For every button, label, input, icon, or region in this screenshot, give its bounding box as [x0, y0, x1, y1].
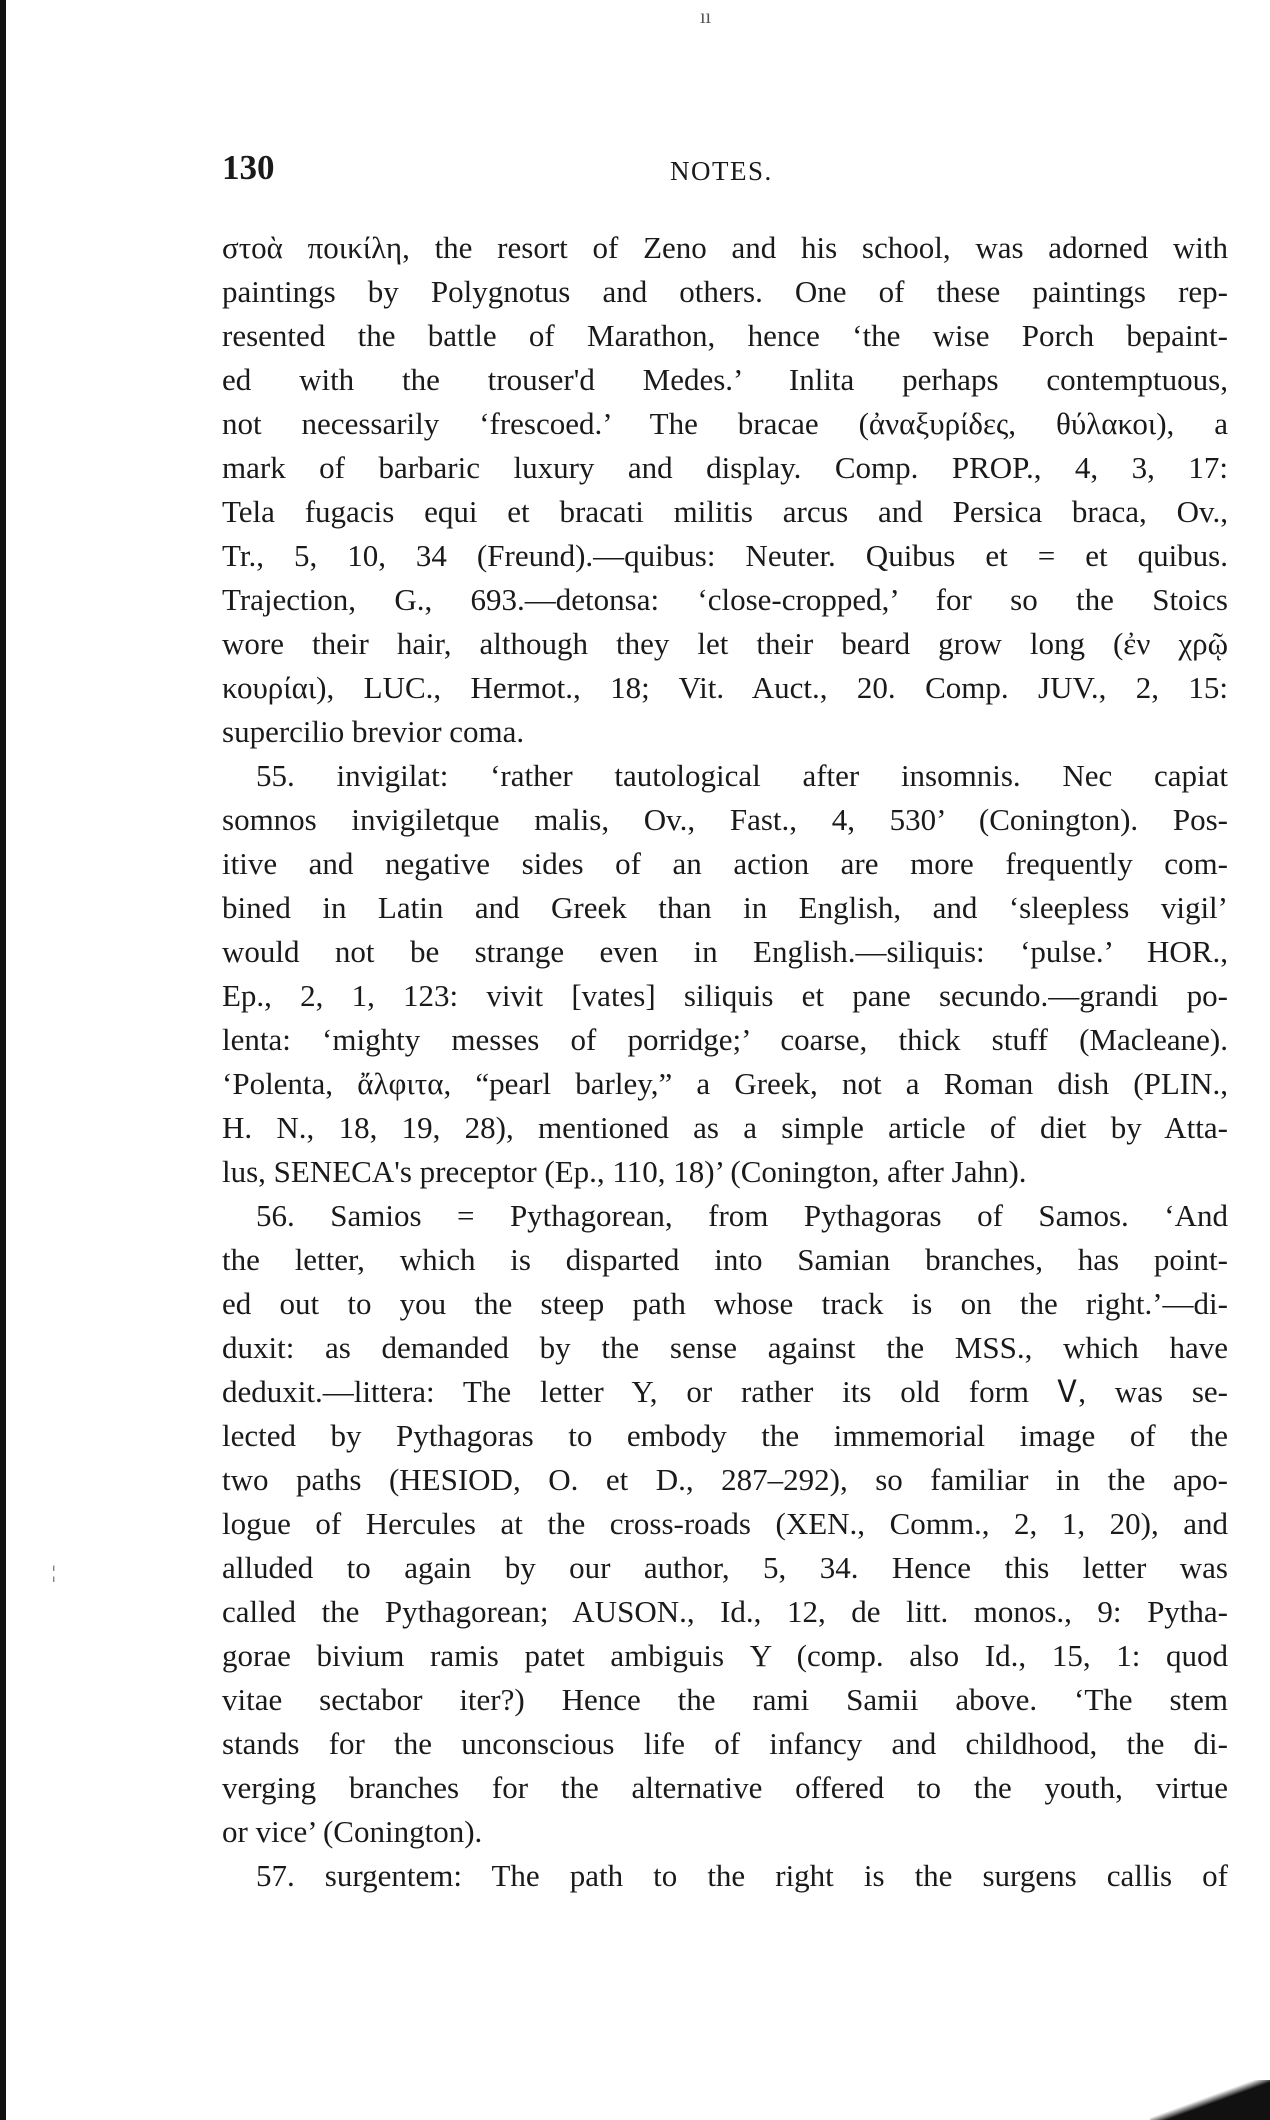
text-line: ed out to you the steep path whose track is on the right.’—di- — [222, 1286, 1228, 1321]
text-line: H. N., 18, 19, 28), mentioned as a simple article of diet by Atta- — [222, 1110, 1228, 1145]
text-line: lected by Pythagoras to embody the immemorial image of the — [222, 1418, 1228, 1453]
text-line: resented the battle of Marathon, hence ‘the wise Porch bepaint- — [222, 318, 1228, 353]
running-head: NOTES. — [670, 156, 773, 186]
page-left-edge-shadow — [0, 0, 6, 2120]
text-line: somnos invigiletque malis, Ov., Fast., 4, 530’ (Conington). Pos- — [222, 802, 1228, 837]
text-line: logue of Hercules at the cross-roads (XEN., Comm., 2, 1, 20), and — [222, 1506, 1228, 1541]
text-line: or vice’ (Conington). — [222, 1814, 483, 1849]
margin-mark: ¦ — [52, 1562, 56, 1582]
text-line: στοὰ ποικίλη, the resort of Zeno and his school, was adorned with — [222, 230, 1228, 265]
text-line: mark of barbaric luxury and display. Comp. PROP., 4, 3, 17: — [222, 450, 1228, 485]
page-header — [222, 148, 1220, 198]
text-line: stands for the unconscious life of infancy and childhood, the di- — [222, 1726, 1228, 1761]
notes-body — [222, 226, 1228, 1898]
top-scan-mark: ıı — [700, 6, 712, 28]
text-line: alluded to again by our author, 5, 34. Hence this letter was — [222, 1550, 1228, 1585]
text-line: verging branches for the alternative offered to the youth, virtue — [222, 1770, 1228, 1805]
note-55-start: 55. invigilat: ‘rather tautological after insomnis. Nec capiat — [256, 758, 1228, 793]
text-line: Tr., 5, 10, 34 (Freund).—quibus: Neuter. Quibus et = et quibus. — [222, 538, 1228, 573]
text-line: two paths (HESIOD, O. et D., 287–292), so familiar in the apo- — [222, 1462, 1228, 1497]
text-line: supercilio brevior coma. — [222, 714, 525, 749]
note-56-start: 56. Samios = Pythagorean, from Pythagoras of Samos. ‘And — [256, 1198, 1228, 1233]
text-line: bined in Latin and Greek than in English, and ‘sleepless vigil’ — [222, 890, 1228, 925]
text-line: duxit: as demanded by the sense against the MSS., which have — [222, 1330, 1228, 1365]
text-line: ed with the trouser'd Medes.’ Inlita perhaps contemptuous, — [222, 362, 1228, 397]
text-line: Tela fugacis equi et bracati militis arcus and Persica braca, Ov., — [222, 494, 1228, 529]
text-line: the letter, which is disparted into Samian branches, has point- — [222, 1242, 1228, 1277]
text-line: paintings by Polygnotus and others. One of these paintings rep- — [222, 274, 1228, 309]
text-line: κουρίαι), LUC., Hermot., 18; Vit. Auct., 20. Comp. JUV., 2, 15: — [222, 670, 1228, 705]
text-line: ‘Polenta, ἄλφιτα, “pearl barley,” a Greek, not a Roman dish (PLIN., — [222, 1066, 1228, 1101]
text-line: would not be strange even in English.—siliquis: ‘pulse.’ HOR., — [222, 934, 1228, 969]
text-line: gorae bivium ramis patet ambiguis Υ (comp. also Id., 15, 1: quod — [222, 1638, 1228, 1673]
text-line: vitae sectabor iter?) Hence the rami Samii above. ‘The stem — [222, 1682, 1228, 1717]
text-line: Ep., 2, 1, 123: vivit [vates] siliquis et pane secundo.—grandi po- — [222, 978, 1228, 1013]
note-57-start: 57. surgentem: The path to the right is the surgens callis of — [256, 1858, 1228, 1893]
page-corner-shadow — [1150, 2080, 1270, 2120]
text-line: itive and negative sides of an action are more frequently com- — [222, 846, 1228, 881]
text-line: called the Pythagorean; AUSON., Id., 12, de litt. monos., 9: Pytha- — [222, 1594, 1228, 1629]
text-line: not necessarily ‘frescoed.’ The bracae (ἀναξυρίδες, θύλακοι), a — [222, 406, 1228, 441]
text-line: deduxit.—littera: The letter Y, or rather its old form Ꮩ, was se- — [222, 1374, 1228, 1409]
text-line: lenta: ‘mighty messes of porridge;’ coarse, thick stuff (Macleane). — [222, 1022, 1228, 1057]
text-line: Trajection, G., 693.—detonsa: ‘close-cropped,’ for so the Stoics — [222, 582, 1228, 617]
text-line: wore their hair, although they let their beard grow long (ἐν χρῷ — [222, 626, 1228, 661]
text-line: lus, SENECA's preceptor (Ep., 110, 18)’ (Conington, after Jahn). — [222, 1154, 1027, 1189]
page-number: 130 — [222, 148, 275, 187]
